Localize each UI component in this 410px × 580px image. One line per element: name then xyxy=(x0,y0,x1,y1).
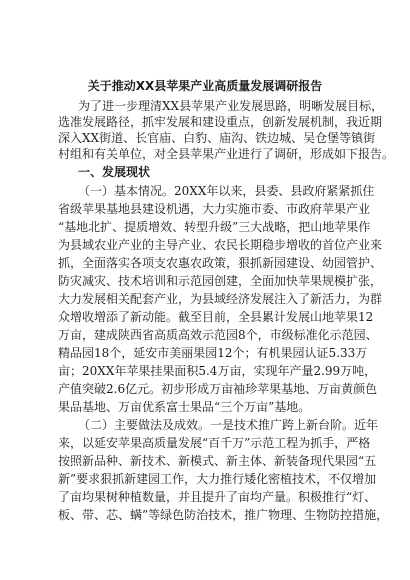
para1-line-6: 防灾减灾、技术培训和示范园创建，全面加快苹果规模扩张， xyxy=(58,274,383,288)
para2-line-5: 了亩均果树种植数量，并且提升了亩均产量。积极推行“灯、 xyxy=(58,490,377,504)
section-heading: 一、发展现状 xyxy=(78,165,151,179)
para1-line-2: 省级苹果基地县建设机遇，大力实施市委、市政府苹果产业 xyxy=(58,202,371,216)
document-title: 关于推动XX县苹果产业高质量发展调研报告 xyxy=(87,79,323,93)
intro-line-2: 选准发展路径，抓牢发展和建设重点，创新发展机制，我近期 xyxy=(58,115,383,129)
para1-line-13: 果品基地、万亩优系富士果品“三个万亩”基地。 xyxy=(58,400,311,414)
para2-line-6: 板、带、芯、螨”等绿色防治技术，推广物理、生物防控措施， xyxy=(58,508,389,522)
para1-line-1: （一）基本情况。20XX年以来，县委、县政府紧紧抓住 xyxy=(78,184,375,198)
para1-line-3: “基地北扩、提质增效、转型升级”三大战略，把山地苹果作 xyxy=(58,220,371,234)
para1-line-7: 大力发展相关配套产业，为县域经济发展注入了新活力，为群 xyxy=(58,292,383,306)
para1-line-12: 产值突破2.6亿元。初步形成万亩袖珍苹果基地、万亩黄颜色 xyxy=(58,382,378,396)
intro-line-1: 为了进一步理清XX县苹果产业发展思路，明晰发展目标， xyxy=(78,99,384,113)
para1-line-5: 抓，全面落实各项支农惠农政策，狠抓新园建设、幼园管护、 xyxy=(58,256,383,270)
para1-line-11: 亩；20XX年苹果挂果面积5.4万亩，实现年产量2.99万吨， xyxy=(58,364,377,378)
para2-line-2: 来，以延安苹果高质量发展“百千万”示范工程为抓手，严格 xyxy=(58,436,371,450)
para2-line-1: （二）主要做法及成效。一是技术推广跨上新台阶。近年 xyxy=(78,418,379,432)
intro-line-4: 村组和有关单位，对全县苹果产业进行了调研，形成如下报告。 xyxy=(58,147,395,161)
intro-line-3: 深入XX街道、长官庙、白豹、庙沟、铁边城、吴仓堡等镇街 xyxy=(58,131,376,145)
para1-line-10: 精品园18个，延安市美丽果园12个；有机果园认证5.33万 xyxy=(58,346,368,360)
para1-line-9: 万亩，建成陕西省高质高效示范园8个，市级标准化示范园、 xyxy=(58,328,378,342)
para1-line-4: 为县域农业产业的主导产业、农民长期稳步增收的首位产业来 xyxy=(58,238,383,252)
para1-line-8: 众增收增添了新动能。截至目前，全县累计发展山地苹果12 xyxy=(58,310,374,324)
para2-line-4: 新”要求狠抓新建园工作，大力推行矮化密植技术，不仅增加 xyxy=(58,472,377,486)
para2-line-3: 按照新品种、新技术、新模式、新主体、新装备现代果园“五 xyxy=(58,454,377,468)
